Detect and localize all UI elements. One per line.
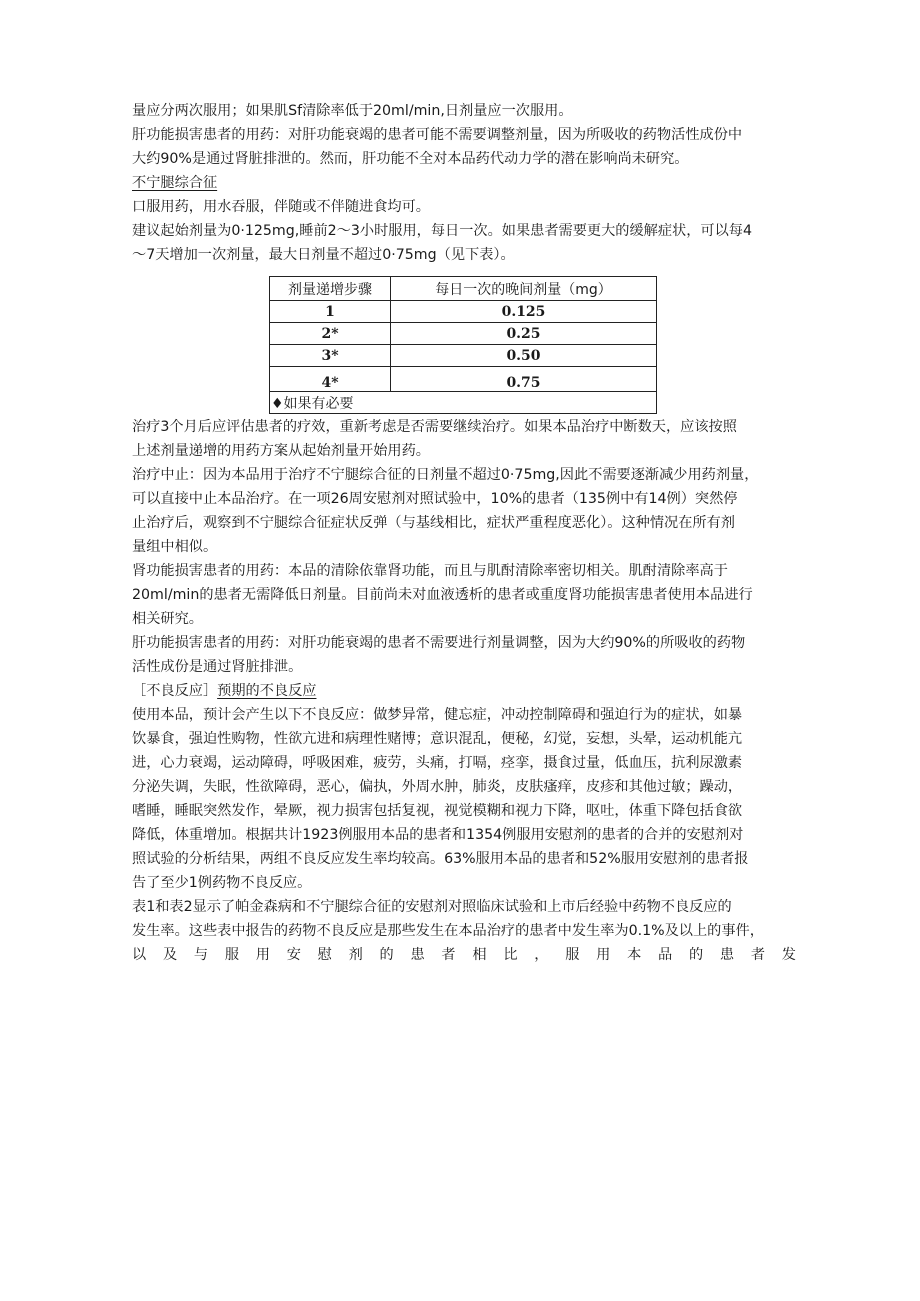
text-line: 建议起始剂量为0·125mg,睡前2～3小时服用，每日一次。如果患者需要更大的缓解症状，可以每4 [132,223,752,239]
text-line: 肝功能损害患者的用药：对肝功能衰竭的患者可能不需要调整剂量，因为所吸收的药物活性成份中 [132,127,743,143]
text-line: 进，心力衰竭，运动障碍，呼吸困难，疲劳，头痛，打嗝，痉挛，摄食过量，低血压，抗利尿激素 [132,755,743,771]
dose-escalation-table [269,276,657,414]
table-header-step: 剂量递增步骤 [270,277,391,301]
table-header-row [270,277,657,301]
text-line: 治疗中止：因为本品用于治疗不宁腿综合征的日剂量不超过0·75mg,因此不需要逐渐减少用药剂量， [132,467,759,483]
table-row [270,323,657,345]
table-cell-step: 2* [270,323,391,345]
expected-adverse-reactions-heading: 预期的不良反应 [217,683,317,699]
table-row [270,367,657,392]
table-cell-step: 1 [270,301,391,323]
text-line: 肾功能损害患者的用药：本品的清除依靠肾功能，而且与肌酎清除率密切相关。肌酎清除率高于 [132,563,728,579]
text-line: 照试验的分析结果，两组不良反应发生率均较高。63%服用本品的患者和52%服用安慰剂的患者报 [132,851,749,867]
text-line: 饮暴食，强迫性购物，性欲亢进和病理性赌博；意识混乱，便秘，幻觉，妄想，头晕，运动机能亢 [132,731,743,747]
section-heading-rls: 不宁腿综合征 [132,175,218,191]
table-row [270,301,657,323]
text-line: 量应分两次服用；如果肌Sf清除率低于20ml/min,日剂量应一次服用。 [132,103,573,119]
text-line: 活性成份是通过肾脏排泄。 [132,659,303,675]
table-cell-step: 4* [270,367,391,392]
table-cell-dose: 0.50 [391,345,657,367]
text-line: 以及与服用安慰剂的患者相比，服用本品的患者发 [132,947,796,963]
text-line: ～7天增加一次剂量，最大日剂量不超过0·75mg（见下表）。 [132,247,515,263]
text-line: 嗜睡，睡眠突然发作，晕厥，视力损害包括复视，视觉模糊和视力下降，呕吐，体重下降包括食欲 [132,803,743,819]
text-line: 肝功能损害患者的用药：对肝功能衰竭的患者不需要进行剂量调整，因为大约90%的所吸收的药物 [132,635,746,651]
table-footnote-row [270,392,657,414]
table-cell-dose: 0.25 [391,323,657,345]
text-line: 量组中相似。 [132,539,218,555]
text-line: 分泌失调，失眠，性欲障碍，恶心，偏执，外周水肿，肺炎，皮肤瘙痒，皮疹和其他过敏；躁动， [132,779,743,795]
table-footnote: ♦如果有必要 [270,392,657,414]
table-row [270,345,657,367]
text-line: 降低，体重增加。根据共计1923例服用本品的患者和1354例服用安慰剂的患者的合并的安慰剂对 [132,827,744,843]
text-line: 上述剂量递增的用药方案从起始剂量开始用药。 [132,443,430,459]
text-line: 可以直接中止本品治疗。在一项26周安慰剂对照试验中，10%的患者（135例中有14例）突然停 [132,491,738,507]
table-cell-step: 3* [270,345,391,367]
table-cell-dose: 0.75 [391,367,657,392]
text-line: 使用本品，预计会产生以下不良反应：做梦异常，健忘症，冲动控制障碍和强迫行为的症状，如暴 [132,707,743,723]
text-line: 相关研究。 [132,611,203,627]
table-header-dose: 每日一次的晚间剂量（mg） [391,277,657,301]
text-line: 止治疗后，观察到不宁腿综合征症状反弹（与基线相比，症状严重程度恶化）。这种情况在所有剂 [132,515,735,531]
text-line: 大约90%是通过肾脏排泄的。然而，肝功能不全对本品药代动力学的潜在影响尚未研究。 [132,151,689,167]
text-line: 治疗3个月后应评估患者的疗效，重新考虑是否需要继续治疗。如果本品治疗中断数天，应该按照 [132,419,737,435]
text-line: 告了至少1例药物不良反应。 [132,875,312,891]
text-line: 表1和表2显示了帕金森病和不宁腿综合征的安慰剂对照临床试验和上市后经验中药物不良反应的 [132,899,732,915]
section-heading-adverse [132,681,316,701]
adverse-reaction-label: ［不良反应］ [132,683,218,699]
text-line: 口服用药，用水吞服，伴随或不伴随进食均可。 [132,199,430,215]
text-line: 20ml/min的患者无需降低日剂量。目前尚未对血液透析的患者或重度肾功能损害患者使用本品进行 [132,587,753,603]
table-cell-dose: 0.125 [391,301,657,323]
text-line: 发生率。这些表中报告的药物不良反应是那些发生在本品治疗的患者中发生率为0.1%及以上的事件， [132,923,764,939]
